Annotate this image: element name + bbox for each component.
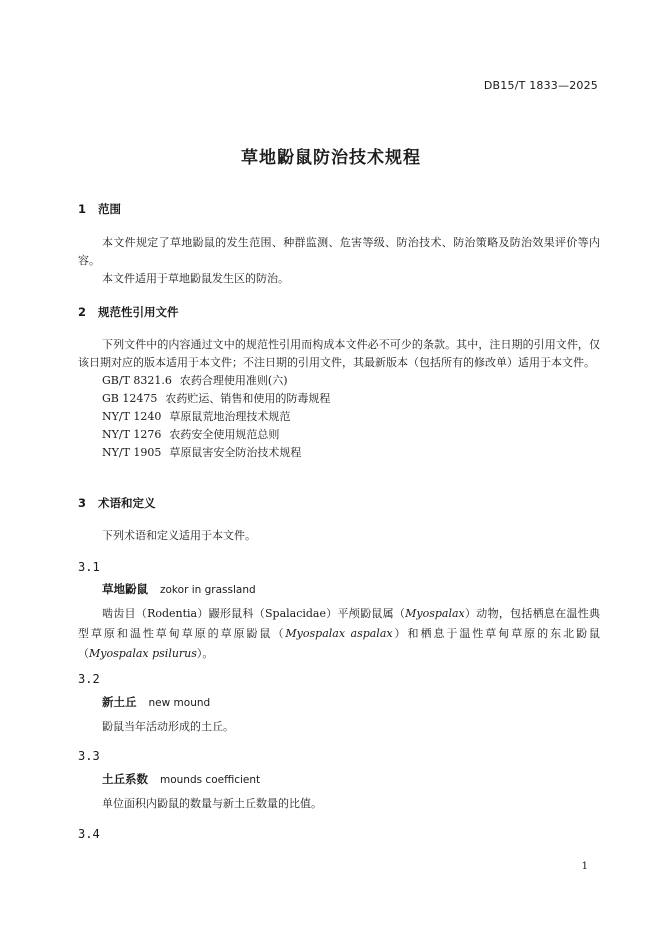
term-number-label: 3.3	[78, 749, 100, 763]
term-number-label: 3.4	[78, 827, 100, 841]
section-heading	[78, 201, 600, 217]
term-definition-text: 鼢鼠当年活动形成的土丘。	[102, 720, 234, 733]
section-scope	[78, 201, 600, 217]
section-heading	[78, 304, 600, 320]
section-normative-refs	[78, 304, 600, 320]
reference-code: NY/T 1240	[102, 410, 162, 423]
term-en: new mound	[148, 697, 211, 709]
scope-paragraph: 本文件适用于草地鼢鼠发生区的防治。	[102, 272, 289, 285]
term-heading	[78, 694, 600, 710]
term-number-label: 3.2	[78, 672, 100, 686]
term-definition	[78, 717, 600, 737]
terms-intro: 下列术语和定义适用于本文件。	[102, 529, 256, 542]
standard-code: DB15/T 1833—2025	[483, 79, 598, 92]
scope-paragraph: 本文件规定了草地鼢鼠的发生范围、种群监测、危害等级、防治技术、防治策略及防治效果评价等内容。	[78, 236, 600, 267]
reference-title: 草原鼠荒地治理技术规范	[169, 410, 291, 423]
term-number	[78, 668, 600, 687]
reference-title: 农药安全使用规范总则	[169, 428, 280, 441]
term-number	[78, 556, 600, 575]
reference-item	[78, 426, 600, 444]
normative-refs-body	[78, 336, 600, 462]
reference-title: 农药贮运、销售和使用的防毒规程	[165, 392, 331, 405]
def-text: ）和栖息于温性草甸草原的东北鼢鼠（	[78, 627, 601, 660]
section-terms	[78, 495, 600, 511]
section-number: 3	[78, 496, 87, 510]
reference-code: GB 12475	[102, 392, 158, 405]
reference-title: 草原鼠害安全防治技术规程	[169, 446, 302, 459]
def-text: 啮齿目（Rodentia）鼹形鼠科（Spalacidae）平颅鼢鼠属（	[102, 607, 406, 620]
def-text: ）动物，包括栖息在温性典型草原和温性草甸草原的草原鼢鼠（	[78, 607, 600, 640]
reference-item	[78, 372, 600, 390]
reference-title: 农药合理使用准则(六)	[179, 374, 288, 387]
reference-code: NY/T 1276	[102, 428, 162, 441]
reference-item	[78, 390, 600, 408]
term-number-label: 3.1	[78, 560, 100, 574]
document-title: 草地鼢鼠防治技术规程	[241, 148, 421, 168]
reference-code: NY/T 1905	[102, 446, 162, 459]
term-definition	[78, 794, 600, 814]
section-title: 范围	[98, 202, 121, 216]
terms-intro-block	[78, 527, 600, 545]
section-title: 术语和定义	[98, 496, 156, 510]
term-en: zokor in grassland	[160, 584, 256, 596]
term-heading	[78, 581, 600, 597]
term-heading	[78, 771, 600, 787]
term-zh: 草地鼢鼠	[102, 582, 148, 596]
reference-item	[78, 444, 600, 462]
reference-item	[78, 408, 600, 426]
term-zh: 土丘系数	[102, 772, 148, 786]
term-definition-text	[78, 604, 600, 664]
def-latin-name: Myospalax aspalax	[285, 627, 393, 640]
section-heading	[78, 495, 600, 511]
section-title: 规范性引用文件	[98, 305, 179, 319]
term-definition-text: 单位面积内鼢鼠的数量与新土丘数量的比值。	[102, 797, 322, 810]
page-number: 1	[581, 861, 588, 872]
term-en: mounds coefficient	[160, 774, 261, 786]
term-number	[78, 745, 600, 764]
term-definition	[78, 604, 600, 664]
section-number: 1	[78, 202, 87, 216]
def-latin-name: Myospalax	[405, 607, 465, 620]
term-heading-line	[78, 581, 600, 597]
term-number	[78, 823, 600, 842]
section-number: 2	[78, 305, 87, 319]
reference-code: GB/T 8321.6	[102, 374, 172, 387]
refs-intro: 下列文件中的内容通过文中的规范性引用而构成本文件必不可少的条款。其中，注日期的引用文件，仅该日期对应的版本适用于本文件；不注日期的引用文件，其最新版本（包括所有的修改单）适用于本文件。	[78, 338, 600, 369]
def-latin-name: Myospalax psilurus	[89, 647, 197, 660]
term-zh: 新土丘	[102, 695, 137, 709]
term-heading-line	[78, 771, 600, 787]
term-heading-line	[78, 694, 600, 710]
scope-body	[78, 234, 600, 288]
def-text: ）。	[196, 647, 214, 660]
